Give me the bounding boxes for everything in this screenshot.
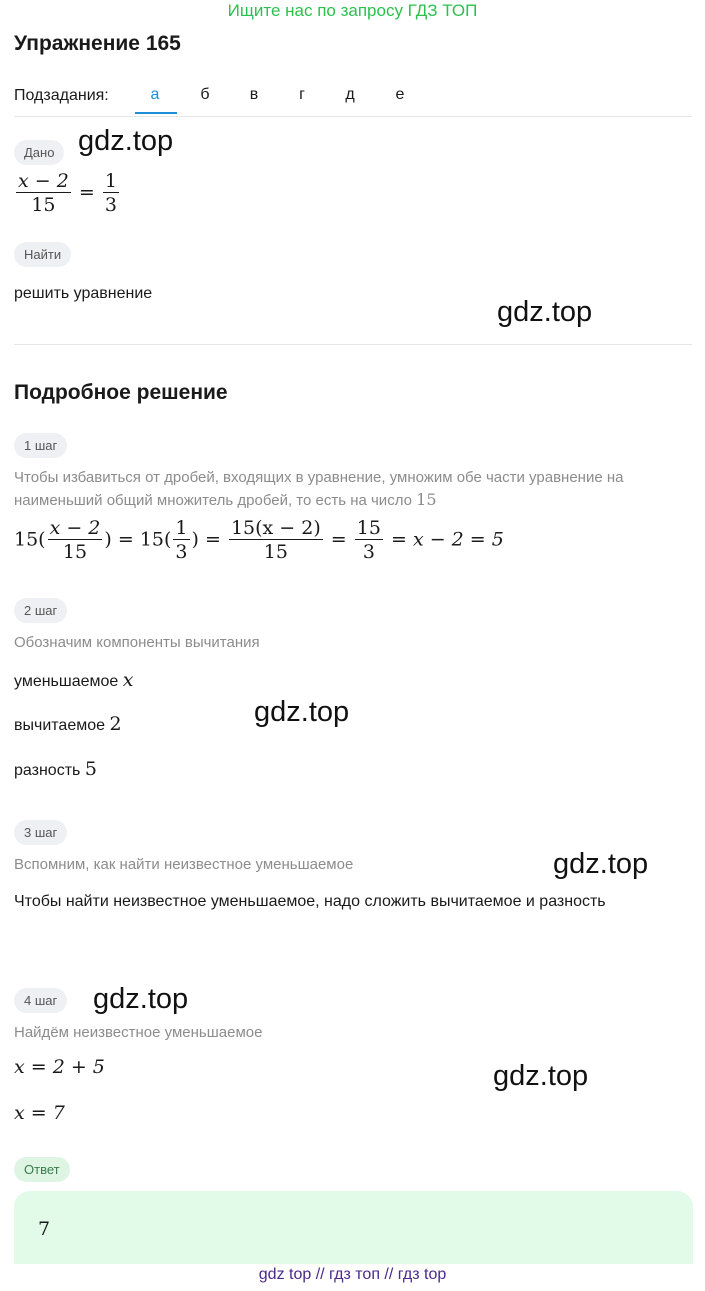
solution-title: Подробное решение xyxy=(14,381,228,404)
tab-a[interactable]: а xyxy=(150,86,160,103)
fraction-numerator: 1 xyxy=(175,517,188,539)
given-equation: $\frac{x - 2}{15}$ = $\frac{1}{3}$ xyxy=(18,170,117,216)
fraction-denominator: 3 xyxy=(175,541,188,563)
given-fraction-left xyxy=(16,170,71,217)
step-1-equation xyxy=(14,517,504,564)
given-chip: Дано xyxy=(14,140,64,165)
fraction-denominator: 15 xyxy=(229,539,323,564)
step-1-chip: 1 шаг xyxy=(14,433,67,458)
answer-box xyxy=(14,1191,693,1264)
watermark: gdz.top xyxy=(254,696,350,728)
eq-part: = x − 2 = 5 xyxy=(391,528,504,551)
fraction-denominator: 15 xyxy=(48,539,103,564)
step-2-line xyxy=(14,662,654,700)
eq-part: ) = 15( xyxy=(104,528,172,551)
watermark: gdz.top xyxy=(93,983,189,1015)
page-title: Упражнение 165 xyxy=(14,32,181,55)
watermark: gdz.top xyxy=(497,296,593,328)
given-fraction-right xyxy=(103,170,119,217)
active-tab-underline xyxy=(135,112,177,114)
step-1-hint-text: Чтобы избавиться от дробей, входящих в уравнение, умножим обе части уравнение на наименьший общий множитель дробей, то есть на число xyxy=(14,469,624,509)
fraction-numerator: 15 xyxy=(356,517,381,539)
answer-chip: Ответ xyxy=(14,1157,70,1182)
find-text: решить уравнение xyxy=(14,285,153,302)
eq-part: = xyxy=(330,528,347,551)
fraction-numerator: 15(x − 2) xyxy=(230,517,321,539)
eq-part: 15( xyxy=(14,528,46,551)
step-3-text: Чтобы найти неизвестное уменьшаемое, надо сложить вычитаемое и разность xyxy=(14,893,606,910)
step-2-chip: 2 шаг xyxy=(14,598,67,623)
subtasks-label: Подзадания: xyxy=(14,87,109,104)
eq-fraction xyxy=(173,517,189,564)
tab-v[interactable]: в xyxy=(249,86,259,103)
step-4-equation: x = 2 + 5 xyxy=(14,1056,105,1078)
section-divider xyxy=(14,344,692,345)
answer-value: 7 xyxy=(38,1218,51,1240)
step-2-line xyxy=(14,751,654,789)
eq-fraction xyxy=(229,517,323,564)
top-banner: Ищите нас по запросу ГДЗ ТОП xyxy=(227,1,478,20)
step-4-hint: Найдём неизвестное уменьшаемое xyxy=(14,1024,263,1041)
step-1-hint xyxy=(14,467,694,512)
fraction-denominator: 3 xyxy=(104,194,117,216)
tab-b[interactable]: б xyxy=(200,86,210,103)
eq-fraction xyxy=(355,517,383,564)
tab-e[interactable]: е xyxy=(395,86,405,103)
fraction-denominator: 15 xyxy=(16,192,71,217)
fraction-numerator: x − 2 xyxy=(18,170,69,192)
fraction-denominator: 3 xyxy=(355,539,383,564)
line-value: x xyxy=(122,669,134,691)
step-3-chip: 3 шаг xyxy=(14,820,67,845)
watermark: gdz.top xyxy=(78,125,174,157)
line-value: 5 xyxy=(84,758,97,780)
line-label: разность xyxy=(14,762,81,779)
line-label: вычитаемое xyxy=(14,717,106,734)
line-label: уменьшаемое xyxy=(14,673,119,690)
fraction-numerator: 1 xyxy=(104,170,117,192)
step-3-hint: Вспомним, как найти неизвестное уменьшаемое xyxy=(14,856,354,873)
step-4-equation: x = 7 xyxy=(14,1102,65,1124)
footer-links[interactable]: gdz top // гдз топ // гдз top xyxy=(258,1266,447,1283)
step-4-chip: 4 шаг xyxy=(14,988,67,1013)
watermark: gdz.top xyxy=(553,848,649,880)
tab-g[interactable]: г xyxy=(299,86,305,103)
fraction-numerator: x − 2 xyxy=(49,517,101,539)
tabs-divider xyxy=(14,116,692,117)
eq-fraction xyxy=(48,517,103,564)
watermark: gdz.top xyxy=(493,1060,589,1092)
find-chip: Найти xyxy=(14,242,71,267)
tab-d[interactable]: д xyxy=(345,86,355,103)
eq-part: ) = xyxy=(191,528,221,551)
step-2-hint: Обозначим компоненты вычитания xyxy=(14,634,260,651)
line-value: 2 xyxy=(109,713,122,735)
step-1-hint-number: 15 xyxy=(416,490,437,509)
